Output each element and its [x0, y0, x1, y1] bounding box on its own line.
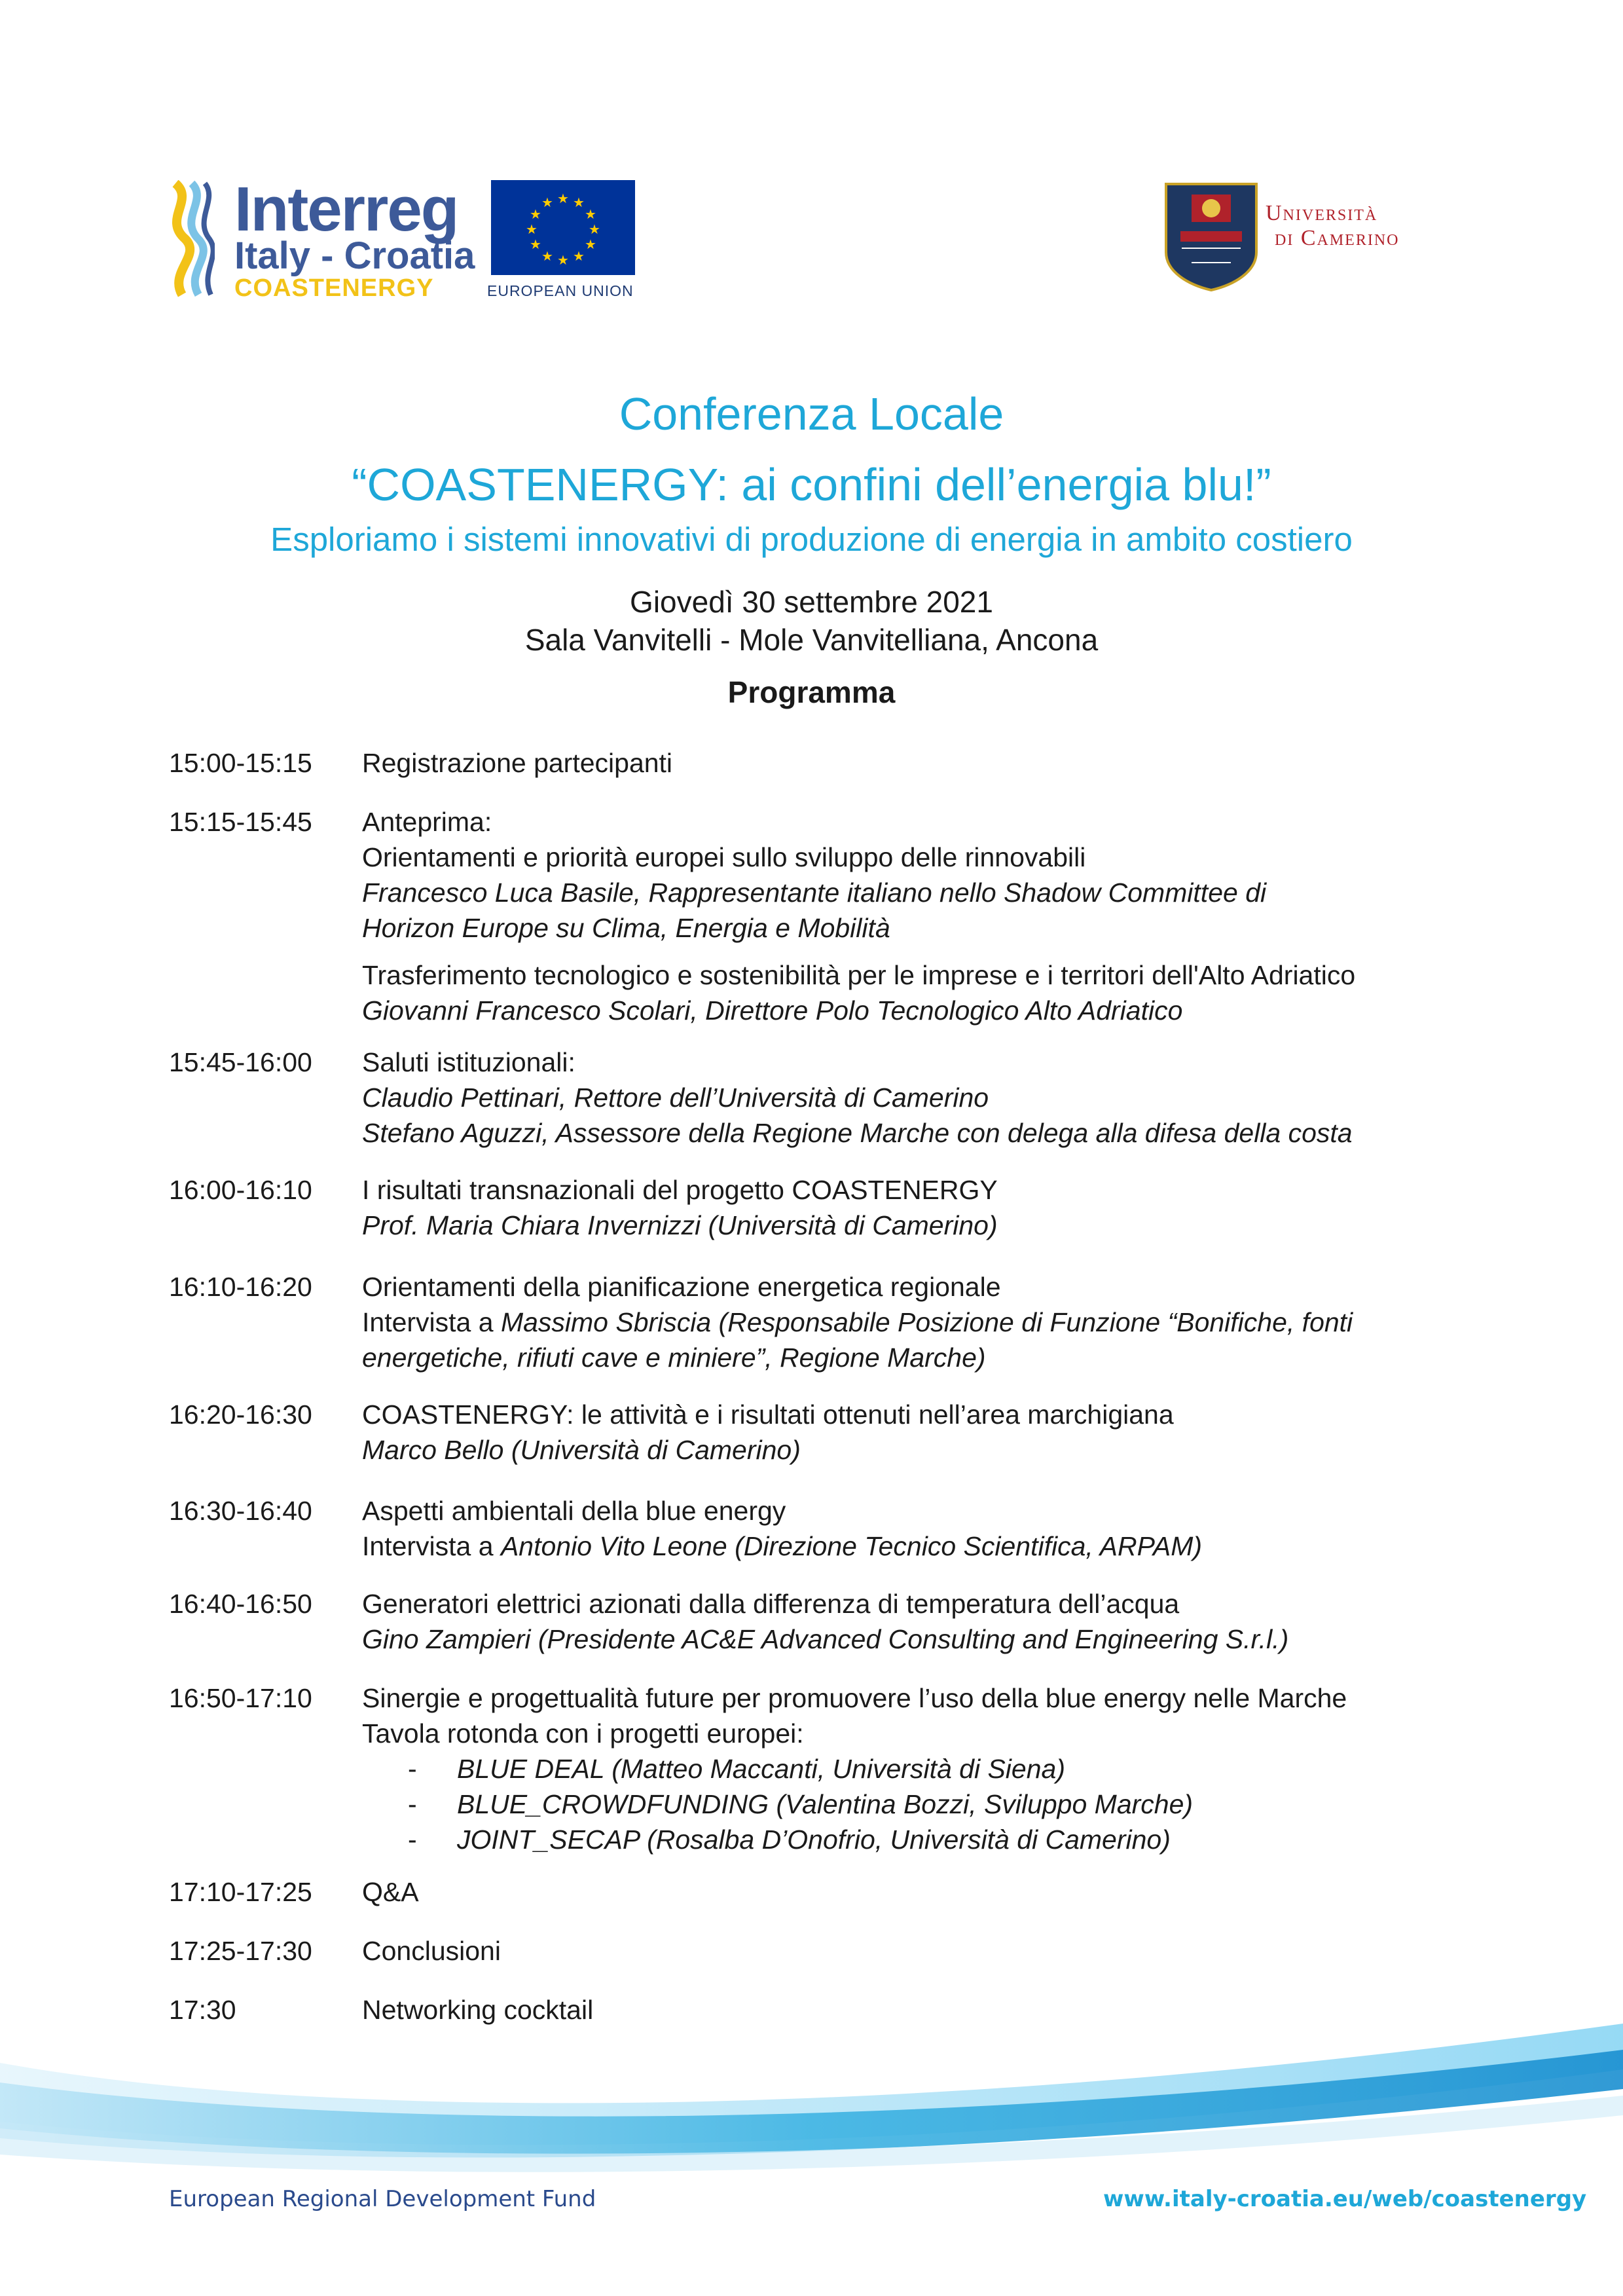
eu-label: EUROPEAN UNION: [487, 282, 634, 299]
entry-speaker: Claudio Pettinari, Rettore dell’Università di Camerino: [362, 1083, 989, 1113]
entry-topic: Trasferimento tecnologico e sostenibilità per le imprese e i territori dell'Alto Adriatico: [362, 960, 1356, 990]
svg-text:★: ★: [530, 206, 541, 222]
svg-text:★: ★: [585, 206, 596, 222]
footer-wave-decoration: [0, 2024, 1623, 2187]
footer-fund-label: European Regional Development Fund: [169, 2186, 596, 2212]
interview-prefix: Intervista a: [362, 1531, 501, 1561]
entry-speaker: Marco Bello (Università di Camerino): [362, 1435, 801, 1465]
interreg-project-name: COASTENERGY: [234, 274, 434, 302]
project-name: JOINT_SECAP (Rosalba D’Onofrio, Università di Camerino): [457, 1824, 1171, 1855]
conference-tagline: Esploriamo i sistemi innovativi di produzione di energia in ambito costiero: [270, 521, 1353, 558]
entry-title: Sinergie e progettualità future per promuovere l’uso della blue energy nelle Marche: [362, 1683, 1347, 1713]
entry-speaker-line: [362, 1305, 1527, 1340]
entry-title: Generatori elettrici azionati dalla differenza di temperatura dell’acqua: [362, 1589, 1180, 1619]
unicam-logo: [1162, 180, 1476, 298]
entry-title: COASTENERGY: le attività e i risultati ottenuti nell’area marchigiana: [362, 1399, 1174, 1430]
entry-speaker-line: [362, 1528, 1527, 1564]
project-name: BLUE DEAL (Matteo Maccanti, Università di Siena): [457, 1754, 1065, 1784]
entry-title: Conclusioni: [362, 1936, 501, 1966]
entry-body: [362, 1493, 1527, 1564]
entry-body: [362, 1172, 1527, 1243]
footer-url-link[interactable]: www.italy-croatia.eu/web/coastenergy: [1103, 2186, 1587, 2212]
entry-title: Registrazione partecipanti: [362, 748, 673, 778]
unicam-name-line2: di Camerino: [1275, 226, 1400, 250]
entry-body: [362, 1045, 1527, 1151]
entry-speaker: Stefano Aguzzi, Assessore della Regione Marche con delega alla difesa della costa: [362, 1118, 1353, 1148]
svg-text:★: ★: [573, 194, 585, 210]
entry-body: [362, 804, 1527, 1028]
svg-text:★: ★: [526, 221, 538, 237]
project-bullet: [362, 1751, 1527, 1787]
entry-body: [362, 1874, 1527, 1910]
entry-time: 17:10-17:25: [169, 1877, 312, 1907]
entry-speaker: Prof. Maria Chiara Invernizzi (Università di Camerino): [362, 1210, 998, 1240]
interreg-program-name: Italy - Croatia: [234, 234, 475, 277]
entry-title: Saluti istituzionali:: [362, 1047, 575, 1077]
conference-title: Conferenza Locale: [619, 388, 1004, 439]
svg-text:★: ★: [585, 236, 596, 252]
svg-text:★: ★: [541, 248, 553, 264]
svg-text:★: ★: [530, 236, 541, 252]
entry-speaker: Francesco Luca Basile, Rappresentante italiano nello Shadow Committee di: [362, 878, 1267, 908]
project-bullet: [362, 1787, 1527, 1822]
entry-body: [362, 1992, 1527, 2028]
entry-time: 17:25-17:30: [169, 1936, 312, 1966]
entry-speaker: Horizon Europe su Clima, Energia e Mobilità: [362, 913, 890, 943]
entry-body: [362, 745, 1527, 781]
svg-text:★: ★: [589, 221, 600, 237]
eu-flag-icon: [491, 180, 635, 275]
conference-place: Sala Vanvitelli - Mole Vanvitelliana, Ancona: [524, 623, 1099, 657]
entry-title: Aspetti ambientali della blue energy: [362, 1496, 786, 1526]
interreg-wave-icon: [169, 180, 215, 298]
interview-prefix: Intervista a: [362, 1307, 501, 1337]
entry-speaker: energetiche, rifiuti cave e miniere”, Regione Marche): [362, 1342, 986, 1373]
entry-body: [362, 1586, 1527, 1657]
interreg-brand: Interreg: [234, 174, 458, 244]
entry-body: [362, 1269, 1527, 1375]
entry-subtitle: Tavola rotonda con i progetti europei:: [362, 1718, 804, 1749]
interreg-logo: [169, 174, 509, 305]
entry-body: [362, 1933, 1527, 1969]
entry-time: 15:45-16:00: [169, 1047, 312, 1077]
entry-body: [362, 1397, 1527, 1468]
entry-time: 16:30-16:40: [169, 1496, 312, 1526]
entry-time: 16:00-16:10: [169, 1175, 312, 1205]
unicam-shield-icon: [1162, 180, 1260, 293]
bullet-dash: -: [408, 1789, 417, 1819]
entry-body: [362, 1680, 1527, 1857]
entry-title: Orientamenti della pianificazione energetica regionale: [362, 1272, 1001, 1302]
svg-text:★: ★: [573, 248, 585, 264]
project-name: BLUE_CROWDFUNDING (Valentina Bozzi, Sviluppo Marche): [457, 1789, 1194, 1819]
entry-topic: Orientamenti e priorità europei sullo sviluppo delle rinnovabili: [362, 842, 1086, 872]
unicam-name-line1: Università: [1266, 201, 1378, 225]
program-heading: Programma: [727, 675, 896, 709]
entry-speaker: Antonio Vito Leone (Direzione Tecnico Scientifica, ARPAM): [500, 1531, 1203, 1561]
entry-time: 17:30: [169, 1995, 236, 2025]
eu-logo: [487, 180, 635, 311]
entry-speaker: Massimo Sbriscia (Responsabile Posizione di Funzione “Bonifiche, fonti: [500, 1307, 1353, 1337]
entry-title: I risultati transnazionali del progetto COASTENERGY: [362, 1175, 998, 1205]
svg-text:★: ★: [557, 252, 569, 268]
entry-time: 15:15-15:45: [169, 807, 312, 837]
bullet-dash: -: [408, 1754, 417, 1784]
entry-title: Q&A: [362, 1877, 419, 1907]
entry-time: 15:00-15:15: [169, 748, 312, 778]
entry-title: Networking cocktail: [362, 1995, 594, 2025]
svg-text:★: ★: [541, 194, 553, 210]
conference-date: Giovedì 30 settembre 2021: [630, 585, 993, 619]
entry-time: 16:10-16:20: [169, 1272, 312, 1302]
entry-speaker: Gino Zampieri (Presidente AC&E Advanced Consulting and Engineering S.r.l.): [362, 1624, 1289, 1654]
entry-speaker: Giovanni Francesco Scolari, Direttore Polo Tecnologico Alto Adriatico: [362, 995, 1183, 1026]
svg-text:★: ★: [557, 191, 569, 206]
entry-title: Anteprima:: [362, 807, 492, 837]
entry-time: 16:50-17:10: [169, 1683, 312, 1713]
bullet-dash: -: [408, 1824, 417, 1855]
conference-subtitle: “COASTENERGY: ai confini dell’energia blu!”: [352, 459, 1271, 510]
entry-time: 16:40-16:50: [169, 1589, 312, 1619]
entry-time: 16:20-16:30: [169, 1399, 312, 1430]
project-bullet: [362, 1822, 1527, 1857]
